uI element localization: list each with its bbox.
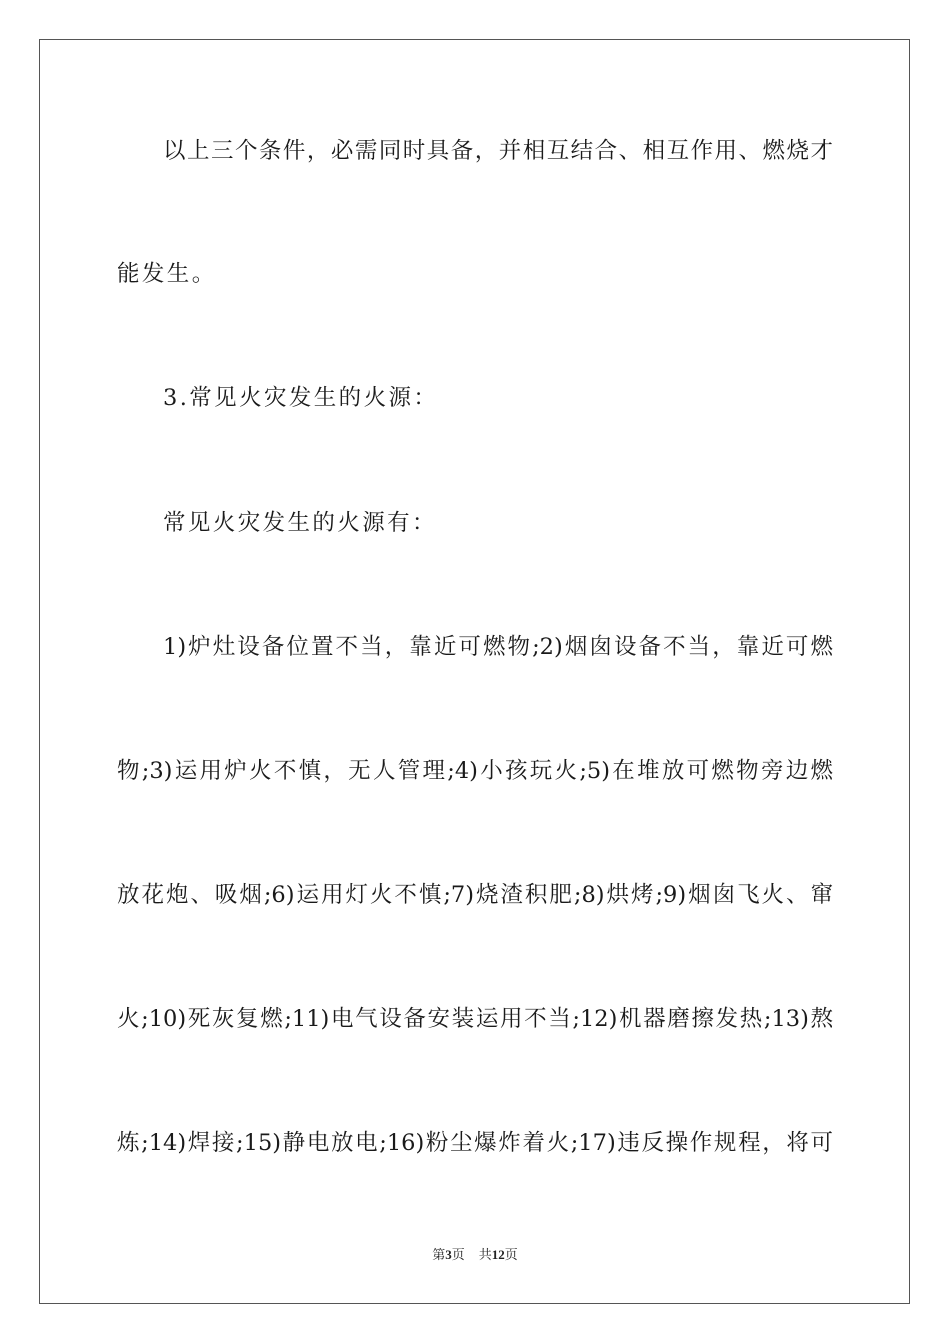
page-footer xyxy=(0,1246,950,1264)
list-line-5: 炼;14)焊接;15)静电放电;16)粉尘爆炸着火;17)违反操作规程，将可 xyxy=(117,1130,833,1156)
list-line-4: 火;10)死灰复燃;11)电气设备安装运用不当;12)机器磨擦发热;13)熬 xyxy=(117,1006,833,1032)
paragraph-intro: 常见火灾发生的火源有： xyxy=(163,510,437,536)
footer-page-suffix: 页 xyxy=(451,1247,465,1262)
paragraph-line-1: 以上三个条件，必需同时具备，并相互结合、相互作用、燃烧才 xyxy=(163,138,833,164)
footer-total-pages: 12 xyxy=(491,1247,505,1262)
footer-page-number: 3 xyxy=(445,1247,452,1262)
list-line-3: 放花炮、吸烟;6)运用灯火不慎;7)烧渣积肥;8)烘烤;9)烟囱飞火、窜 xyxy=(117,882,833,908)
list-line-1: 1)炉灶设备位置不当，靠近可燃物;2)烟囱设备不当，靠近可燃 xyxy=(163,634,833,660)
footer-total-suffix: 页 xyxy=(504,1247,518,1262)
footer-page-prefix: 第 xyxy=(432,1247,446,1262)
list-line-2: 物;3)运用炉火不慎，无人管理;4)小孩玩火;5)在堆放可燃物旁边燃 xyxy=(117,758,833,784)
footer-total-prefix: 共 xyxy=(478,1247,492,1262)
paragraph-line-2: 能发生。 xyxy=(117,261,217,287)
section-heading: 3.常见火灾发生的火源： xyxy=(163,385,439,411)
page-border xyxy=(39,39,910,1304)
